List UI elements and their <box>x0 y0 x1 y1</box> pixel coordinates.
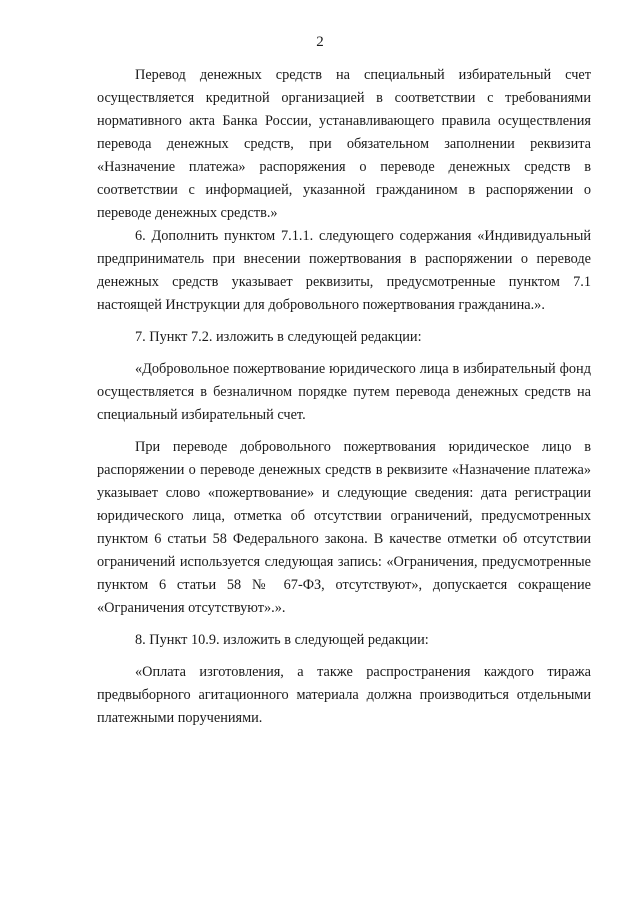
document-body <box>97 64 591 739</box>
paragraph-item-7-heading: 7. Пункт 7.2. изложить в следующей редакции: <box>135 329 422 345</box>
paragraph-bank-transfer: Перевод денежных средств на специальный избирательный счет осуществляется кредитной организацией в соответствии с требованиями нормативного акта Банка России, устанавливающего правила осуществления перевода денежных средств, при обязательном заполнении реквизита «Назначение платежа» распоряжения о переводе денежных средств в соответствии с информацией, указанной гражданином в распоряжении о переводе денежных средств.» <box>97 67 591 221</box>
paragraph-legal-entity-donation: «Добровольное пожертвование юридического лица в избирательный фонд осуществляется в безналичном порядке путем перевода денежных средств на специальный избирательный счет. <box>97 361 591 423</box>
page-number: 2 <box>316 34 324 50</box>
paragraph-item-8-heading: 8. Пункт 10.9. изложить в следующей редакции: <box>135 632 429 648</box>
paragraph-campaign-material-payment: «Оплата изготовления, а также распространения каждого тиража предвыборного агитационного материала должна производиться отдельными платежными поручениями. <box>97 664 591 726</box>
paragraph-transfer-details: При переводе добровольного пожертвования юридическое лицо в распоряжении о переводе денежных средств в реквизите «Назначение платежа» указывает слово «пожертвование» и следующие сведения: дата регистрации юридического лица, отметка об отсутствии ограничений, предусмотренных пунктом 6 статьи 58 Федерального закона. В качестве отметки об отсутствии ограничений используется следующая запись: «Ограничения, предусмотренные пунктом 6 статьи 58 № 67-ФЗ, отсутствуют», допускается сокращение «Ограничения отсутствуют».». <box>97 439 591 616</box>
paragraph-item-6: 6. Дополнить пунктом 7.1.1. следующего содержания «Индивидуальный предприниматель при внесении пожертвования в распоряжении о переводе денежных средств указывает реквизиты, предусмотренные пунктом 7.1 настоящей Инструкции для добровольного пожертвования гражданина.». <box>97 228 591 313</box>
